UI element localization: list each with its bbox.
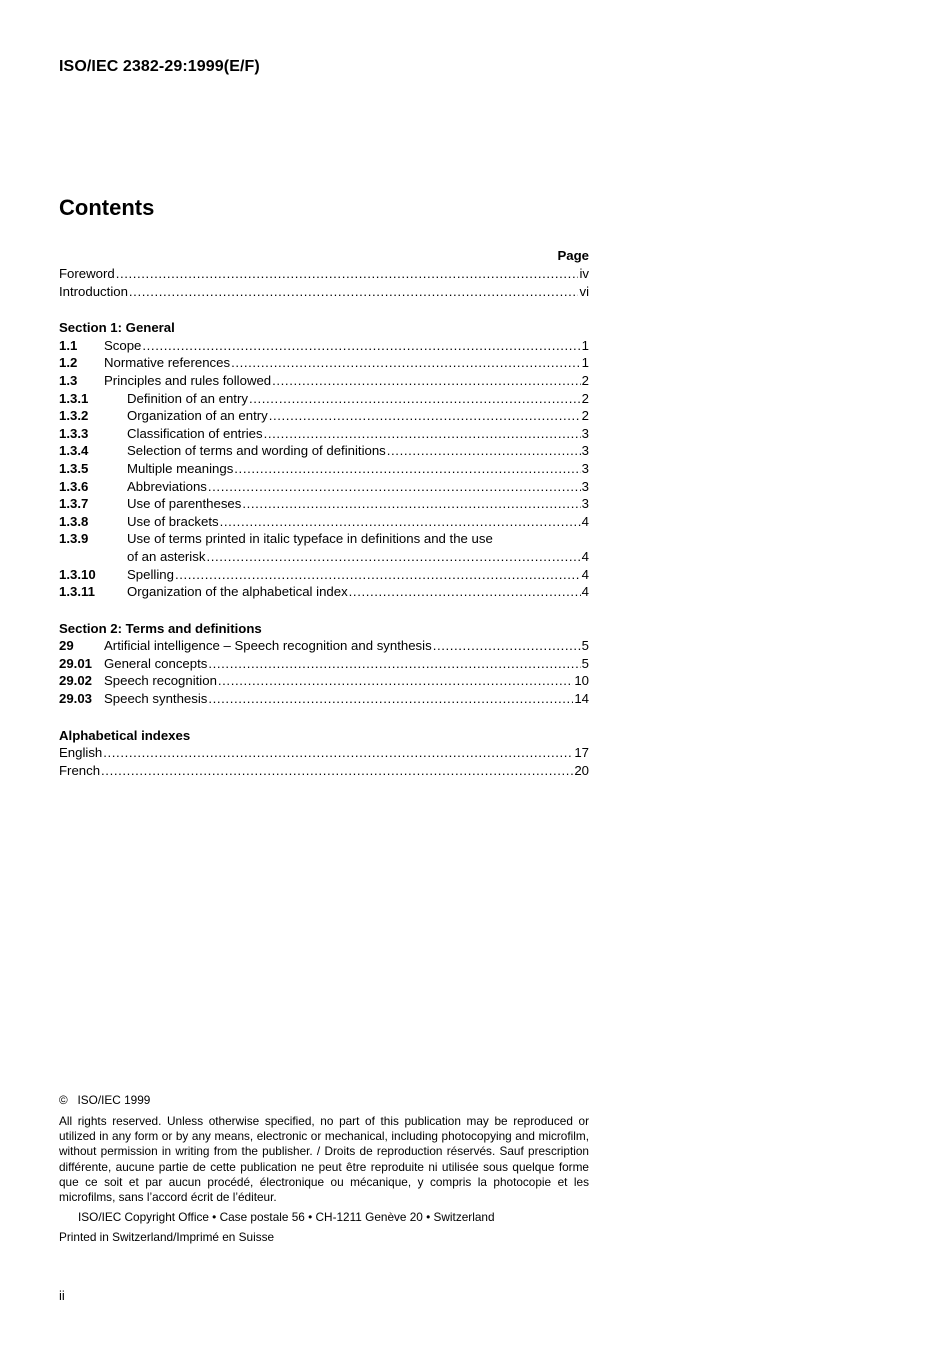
copyright-block [59, 1093, 589, 1246]
toc-entry[interactable] [59, 460, 589, 478]
section-heading-general: Section 1: General [59, 320, 175, 336]
toc-entry-foreword[interactable] [59, 265, 589, 283]
toc-entry-introduction[interactable] [59, 283, 589, 301]
toc-entry-title: Use of brackets [127, 513, 219, 529]
toc-entry[interactable] [59, 478, 589, 496]
toc-entry[interactable] [59, 372, 589, 390]
page-title: Contents [59, 195, 155, 220]
toc-entry[interactable] [59, 513, 589, 531]
toc-entry[interactable] [59, 407, 589, 425]
toc-entry-page: 20 [574, 762, 589, 778]
document-identifier: ISO/IEC 2382-29:1999(E/F) [59, 58, 260, 75]
toc-entry-page: 2 [581, 372, 589, 388]
toc-entry-title: Speech recognition [104, 673, 217, 689]
dot-leader [272, 372, 581, 390]
toc-entry-title: Normative references [104, 355, 231, 371]
dot-leader [234, 460, 580, 478]
dot-leader [242, 495, 580, 513]
toc-entry-number: 29.02 [59, 673, 93, 689]
toc-entry-number: 1.3.7 [59, 496, 89, 512]
dot-leader [387, 442, 581, 460]
section-heading-indexes: Alphabetical indexes [59, 727, 191, 743]
toc-entry[interactable] [59, 583, 589, 601]
toc-entry-page: 4 [581, 566, 589, 582]
toc-entry-title: English [59, 745, 103, 761]
copyright-notice: © ISO/IEC 1999 [59, 1093, 151, 1107]
toc-entry[interactable] [59, 566, 589, 584]
toc-entry-number: 1.3.5 [59, 460, 89, 476]
toc-entry[interactable] [59, 655, 589, 673]
dot-leader [208, 478, 581, 496]
toc-entry[interactable] [59, 425, 589, 443]
toc-entry-page: 2 [581, 390, 589, 406]
dot-leader [101, 762, 573, 780]
toc-entry-title: Spelling [127, 566, 174, 582]
toc-entry-title: Abbreviations [127, 478, 207, 494]
toc-entry-title: Definition of an entry [127, 390, 248, 406]
toc-entry-page: 14 [574, 691, 589, 707]
toc-entry-page: 4 [581, 513, 589, 529]
dot-leader [116, 265, 579, 283]
dot-leader [269, 407, 581, 425]
toc-entry-number: 1.1 [59, 337, 78, 353]
toc-entry-number: 29 [59, 638, 74, 654]
toc-entry-number: 1.3.4 [59, 443, 89, 459]
toc-entry-title: Classification of entries [127, 425, 263, 441]
dot-leader [264, 425, 581, 443]
toc-entry-number: 1.3.10 [59, 566, 96, 582]
toc-entry[interactable] [59, 530, 589, 548]
toc-entry-number: 1.3.11 [59, 584, 95, 600]
toc-entry-title: Artificial intelligence – Speech recognition and synthesis [104, 638, 432, 654]
toc-entry-number: 1.3.2 [59, 408, 89, 424]
toc-entry-number: 1.3.1 [59, 390, 89, 406]
page-column-heading: Page [557, 248, 589, 263]
dot-leader [175, 566, 581, 584]
dot-leader [208, 655, 580, 673]
toc-entry-title: Foreword [59, 266, 115, 281]
toc-entry-title: Scope [104, 337, 142, 353]
dot-leader [231, 354, 581, 372]
toc-entry-number: 1.3.9 [59, 531, 89, 547]
toc-entry-page: iv [579, 266, 589, 281]
dot-leader [103, 744, 573, 762]
toc-entry-page: 17 [574, 745, 589, 761]
dot-leader [129, 283, 579, 301]
table-of-contents [59, 247, 589, 779]
toc-entry-title: Use of parentheses [127, 496, 242, 512]
toc-entry[interactable] [59, 495, 589, 513]
rights-statement: All rights reserved. Unless otherwise specified, no part of this publication may be reproduced or utilized in any form or by any means, electronic or mechanical, including photocopying and microfilm, without permission in writing from the publisher. / Droits de reproduction réservés. Sauf prescription différente, aucune partie de cette publication ne peut être reproduite ni utilisée sous quelque forme que ce soit et par aucun procédé, électronique ou mécanique, y compris la photocopie et les microfilms, sans l’accord écrit de l’éditeur. [59, 1114, 589, 1205]
dot-leader [249, 390, 581, 408]
toc-entry[interactable] [59, 637, 589, 655]
toc-entry-number: 29.01 [59, 655, 93, 671]
toc-entry-page: 1 [581, 337, 589, 353]
toc-entry[interactable] [59, 354, 589, 372]
toc-entry-title: Introduction [59, 283, 128, 299]
dot-leader [208, 690, 573, 708]
dot-leader [142, 337, 580, 355]
toc-entry-page: 3 [581, 460, 589, 476]
printed-in-statement: Printed in Switzerland/Imprimé en Suisse [59, 1230, 275, 1245]
toc-entry-continuation[interactable] [59, 548, 589, 566]
toc-entry-title-continued: of an asterisk [127, 548, 206, 564]
section-heading-terms: Section 2: Terms and definitions [59, 620, 262, 636]
toc-entry-page: 10 [574, 673, 589, 689]
toc-entry-page: 2 [581, 408, 589, 424]
dot-leader [206, 548, 580, 566]
toc-entry-page: vi [579, 283, 589, 299]
toc-entry-number: 1.3.6 [59, 478, 89, 494]
toc-entry-number: 1.2 [59, 355, 78, 371]
toc-entry-title: Selection of terms and wording of definitions [127, 443, 386, 459]
toc-entry-title: French [59, 762, 101, 778]
toc-entry-title: Use of terms printed in italic typeface in definitions and the use [127, 531, 493, 547]
toc-entry[interactable] [59, 442, 589, 460]
toc-entry-number: 1.3.8 [59, 513, 89, 529]
dot-leader [218, 672, 573, 690]
toc-entry-title: Multiple meanings [127, 460, 234, 476]
toc-entry-title: Speech synthesis [104, 691, 208, 707]
toc-entry-english-index[interactable] [59, 744, 589, 762]
toc-entry-page: 3 [581, 496, 589, 512]
toc-entry-number: 1.3 [59, 372, 78, 388]
toc-entry-page: 3 [581, 425, 589, 441]
toc-entry-page: 1 [581, 355, 589, 371]
toc-entry-title: Organization of an entry [127, 408, 268, 424]
toc-entry-page: 3 [581, 443, 589, 459]
toc-entry-page: 5 [581, 655, 589, 671]
toc-entry-page: 5 [581, 638, 589, 654]
toc-entry[interactable] [59, 390, 589, 408]
toc-entry-page: 4 [581, 584, 589, 600]
page-number: ii [59, 1288, 65, 1303]
dot-leader [349, 583, 581, 601]
dot-leader [433, 637, 581, 655]
toc-entry-title: Principles and rules followed [104, 372, 272, 388]
toc-entry-title: Organization of the alphabetical index [127, 584, 348, 600]
dot-leader [220, 513, 581, 531]
toc-entry-page: 3 [581, 478, 589, 494]
toc-entry-title: General concepts [104, 655, 208, 671]
toc-entry-number: 29.03 [59, 691, 93, 707]
toc-entry[interactable] [59, 690, 589, 708]
toc-entry-page: 4 [581, 548, 589, 564]
toc-entry-french-index[interactable] [59, 762, 589, 780]
toc-entry[interactable] [59, 672, 589, 690]
toc-entry[interactable] [59, 337, 589, 355]
toc-entry-number: 1.3.3 [59, 425, 89, 441]
copyright-office-address: ISO/IEC Copyright Office • Case postale 56 • CH-1211 Genève 20 • Switzerland [78, 1210, 495, 1225]
